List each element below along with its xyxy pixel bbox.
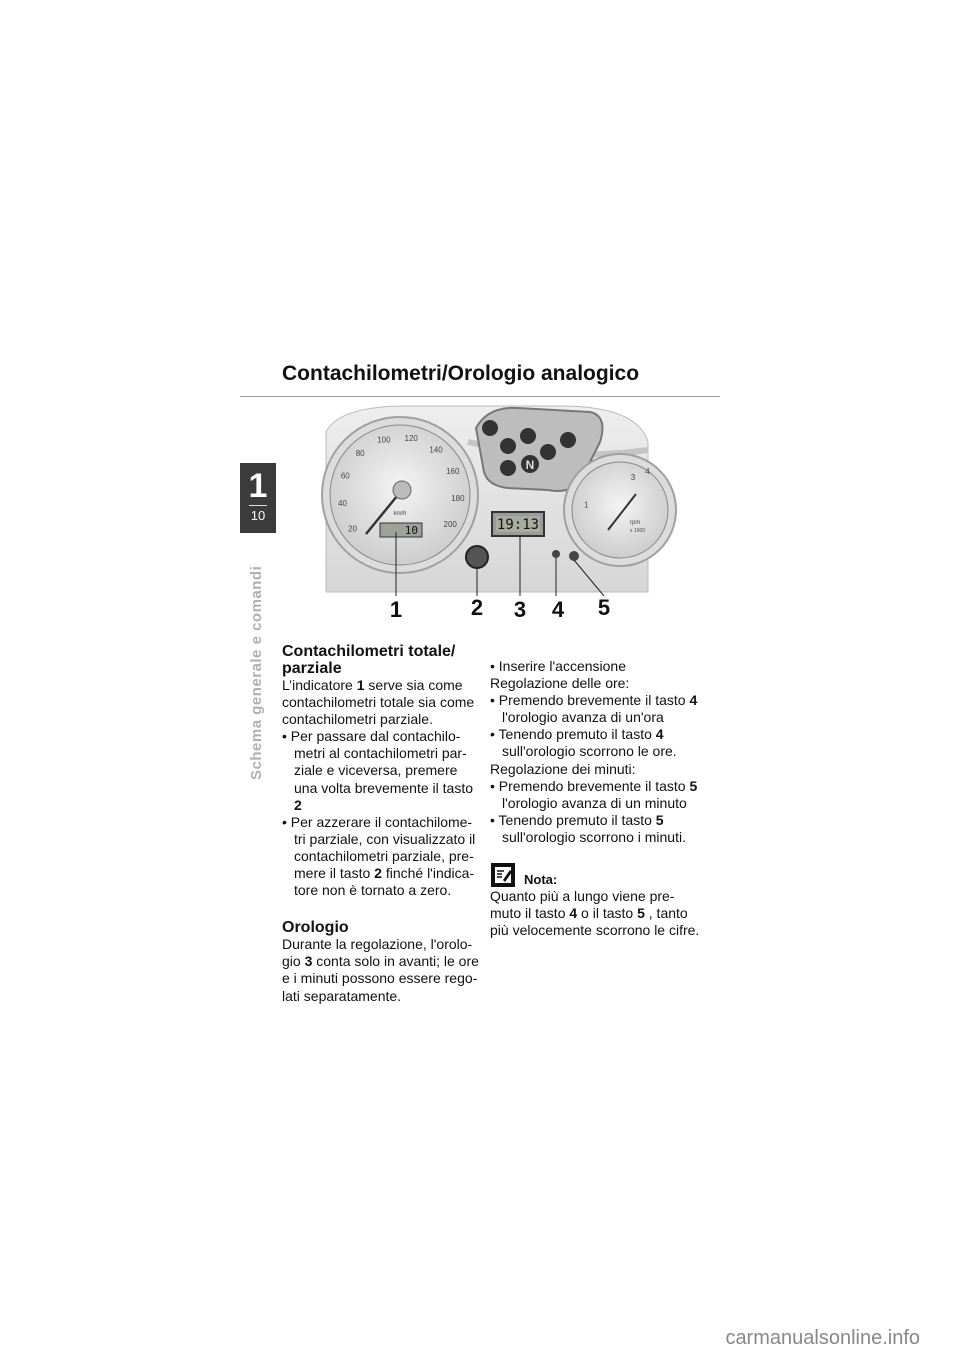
bullet-toggle-odometer: • Per passare dal contachilo-metri al contachilometri par-ziale e viceversa, premere una volta brevemente il tasto 2 <box>282 728 473 813</box>
callout-1: 1 <box>389 597 403 622</box>
fuel-icon <box>500 460 516 476</box>
speedometer-tick-label: 40 <box>338 498 347 508</box>
heading-odometer: Contachilometri totale/ parziale <box>282 643 456 677</box>
reset-button <box>466 546 488 568</box>
chapter-divider <box>249 505 267 506</box>
speedometer-tick-label: 60 <box>340 471 350 481</box>
section-title: Contachilometri/Orologio analogico <box>282 362 640 385</box>
bullet-hour-step: • Premendo brevemente il tasto 4 l'orologio avanza di un'ora <box>490 692 698 726</box>
tachometer-tick-label: 4 <box>645 467 650 476</box>
paragraph-hours: Regolazione delle ore: <box>490 675 630 692</box>
note-icon <box>490 862 516 888</box>
right-column <box>490 658 700 939</box>
callout-3: 3 <box>513 597 527 622</box>
note-text: Quanto più a lungo viene pre-muto il tasto 4 o il tasto 5 , tanto più velocemente scorrono le cifre. <box>490 888 700 939</box>
tachometer-unit: rpm <box>630 520 641 526</box>
bullet-reset-trip: • Per azzerare il contachilome-tri parziale, con visualizzato il contachilometri parziale, pre-mere il tasto 2 finché l'indica-tore non è tornato a zero. <box>282 813 476 899</box>
bullet-minute-scroll: • Tenendo premuto il tasto 5 sull'orologio scorrono i minuti. <box>490 811 686 845</box>
left-column <box>282 643 482 1005</box>
odometer-display: 10 <box>404 524 418 537</box>
bullet-minute-step: • Premendo brevemente il tasto 5 l'orologio avanza di un minuto <box>490 777 698 811</box>
heading-clock: Orologio <box>282 919 349 937</box>
paragraph-minutes: Regolazione dei minuti: <box>490 760 636 777</box>
speedometer-tick-label: 200 <box>443 520 457 529</box>
speedometer-tick-label: 120 <box>404 434 418 444</box>
page-number: 10 <box>250 508 266 523</box>
chapter-number: 1 <box>248 467 268 505</box>
speedometer-tick-label: 160 <box>446 467 460 476</box>
footer-watermark: carmanualsonline.info <box>725 1327 920 1349</box>
callout-4: 4 <box>551 597 565 622</box>
turn-signal-icon <box>500 438 516 454</box>
high-beam-icon <box>482 420 498 436</box>
clock-display: 19:13 <box>496 517 540 533</box>
speedometer-tick-label: 140 <box>429 445 443 455</box>
paragraph-clock: Durante la regolazione, l'orolo-gio 3 conta solo in avanti; le ore e i minuti possono essere rego-lati separatamente. <box>282 936 479 1004</box>
speedometer-tick-label: 20 <box>348 524 357 534</box>
paragraph-odometer-intro: L’indicatore 1 serve sia come contachilometri totale sia come contachilometri parziale. <box>282 677 475 728</box>
callout-2: 2 <box>470 595 484 620</box>
note-header <box>490 862 700 888</box>
speedometer-tick-label: 100 <box>377 435 391 445</box>
minute-button <box>569 551 579 561</box>
bullet-ignition: • Inserire l'accensione <box>490 658 626 674</box>
abs-icon <box>520 428 536 444</box>
oil-pressure-icon <box>540 444 556 460</box>
speedometer <box>322 417 478 573</box>
callout-5: 5 <box>597 595 611 620</box>
hour-button <box>552 550 560 558</box>
svg-text:N: N <box>525 458 535 472</box>
tachometer-tick-label: 1 <box>584 500 589 510</box>
speedometer-tick-label: 80 <box>355 448 365 458</box>
note-label: Nota: <box>524 871 558 887</box>
battery-icon <box>560 432 576 448</box>
tachometer-scale: x 1000 <box>630 528 646 534</box>
bullet-hour-scroll: • Tenendo premuto il tasto 4 sull'orologio scorrono le ore. <box>490 726 677 760</box>
tachometer-tick-label: 3 <box>630 473 636 482</box>
section-divider <box>240 396 720 397</box>
instrument-cluster-figure <box>318 402 648 620</box>
side-chapter-title: Schema generale e comandi <box>248 565 265 780</box>
tachometer <box>564 454 676 566</box>
speedometer-unit: km/h <box>393 511 407 517</box>
speedometer-tick-label: 180 <box>451 493 465 503</box>
